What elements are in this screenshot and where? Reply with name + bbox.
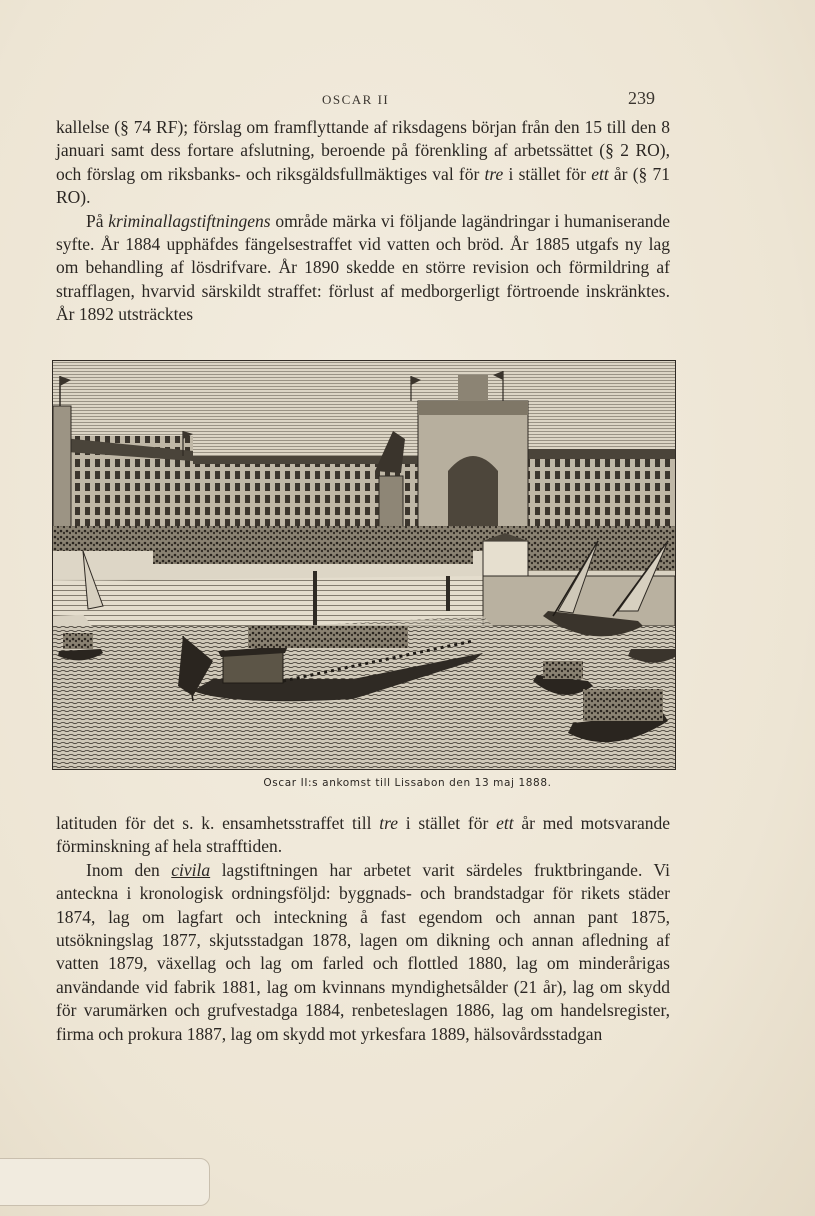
text-run: år med motsvarande förminskning af hela strafftiden. (56, 813, 670, 857)
text-run: i stället för (398, 813, 497, 833)
page-number: 239 (628, 88, 655, 108)
paragraph (56, 812, 670, 859)
text-run: i stället för (503, 163, 592, 184)
text-run: lagstiftningen har arbetet varit särdeles fruktbringande. Vi anteckna i kronologisk ordningsföljd: byggnads- och brandstadgar för rikets städer 1874, lag om lagfart och inteckning å fast egendom och annan pant 1875, utsökningslag 1877, skjutsstadgan 1878, lagen om dikning och annan afledning af vatten 1879, växellag och lag om farled och flottled 1880, lag om minderårigas användande vid fabrik 1881, lag om kvinnans myndighetsålder (21 år), lag om skydd för varumärken och grufvestadga 1884, renbeteslagen 1886, lag om handelsregister, firma och prokura 1887, lag om skydd mot yrkesfara 1889, hälsovårdsstadgan (56, 859, 670, 1044)
paragraph (56, 859, 670, 1046)
body-text-bottom (56, 812, 670, 1046)
text-run: På (86, 210, 109, 231)
italic-word: tre (379, 813, 398, 833)
running-title: OSCAR II (322, 92, 390, 107)
italic-term: kriminallagstiftningens (108, 210, 271, 231)
text-run: år (§ 71 RO). (56, 163, 670, 208)
body-text-top (56, 116, 670, 327)
paragraph (56, 116, 670, 210)
figure-caption: Oscar II:s ankomst till Lissabon den 13 maj 1888. (263, 777, 552, 789)
text-run: kallelse (§ 74 RF); förslag om framflyttande af riksdagens början från den 15 till den 8 januari samt dess fortare afslutning, beroende på förenkling af arbetssättet (§ 2 RO), och förslag om riksbanks- och riksgäldsfullmäktiges val för (56, 117, 670, 184)
running-head (0, 90, 815, 112)
italic-term: civila (171, 859, 211, 880)
paper-scrap (0, 1158, 210, 1206)
italic-word: tre (484, 163, 504, 184)
italic-word: ett (591, 163, 609, 184)
engraving-image (53, 361, 675, 769)
text-run: Inom den (86, 859, 172, 880)
engraving-illustration (52, 360, 676, 770)
text-run: latituden för det s. k. ensamhetsstraffet till (56, 813, 380, 833)
paragraph (56, 210, 670, 327)
italic-word: ett (496, 813, 514, 833)
text-run: område märka vi följande lagändringar i humaniserande syfte. År 1884 upphäfdes fängelsestraffet vid vatten och bröd. År 1885 utgafs ny lag om behandling af lösdrifvare. År 1890 skedde en större revision och förmildring af strafflagen, hvarvid särskildt straffet: förlust af medborgerligt förtroende inskränktes. År 1892 utsträcktes (56, 210, 670, 325)
